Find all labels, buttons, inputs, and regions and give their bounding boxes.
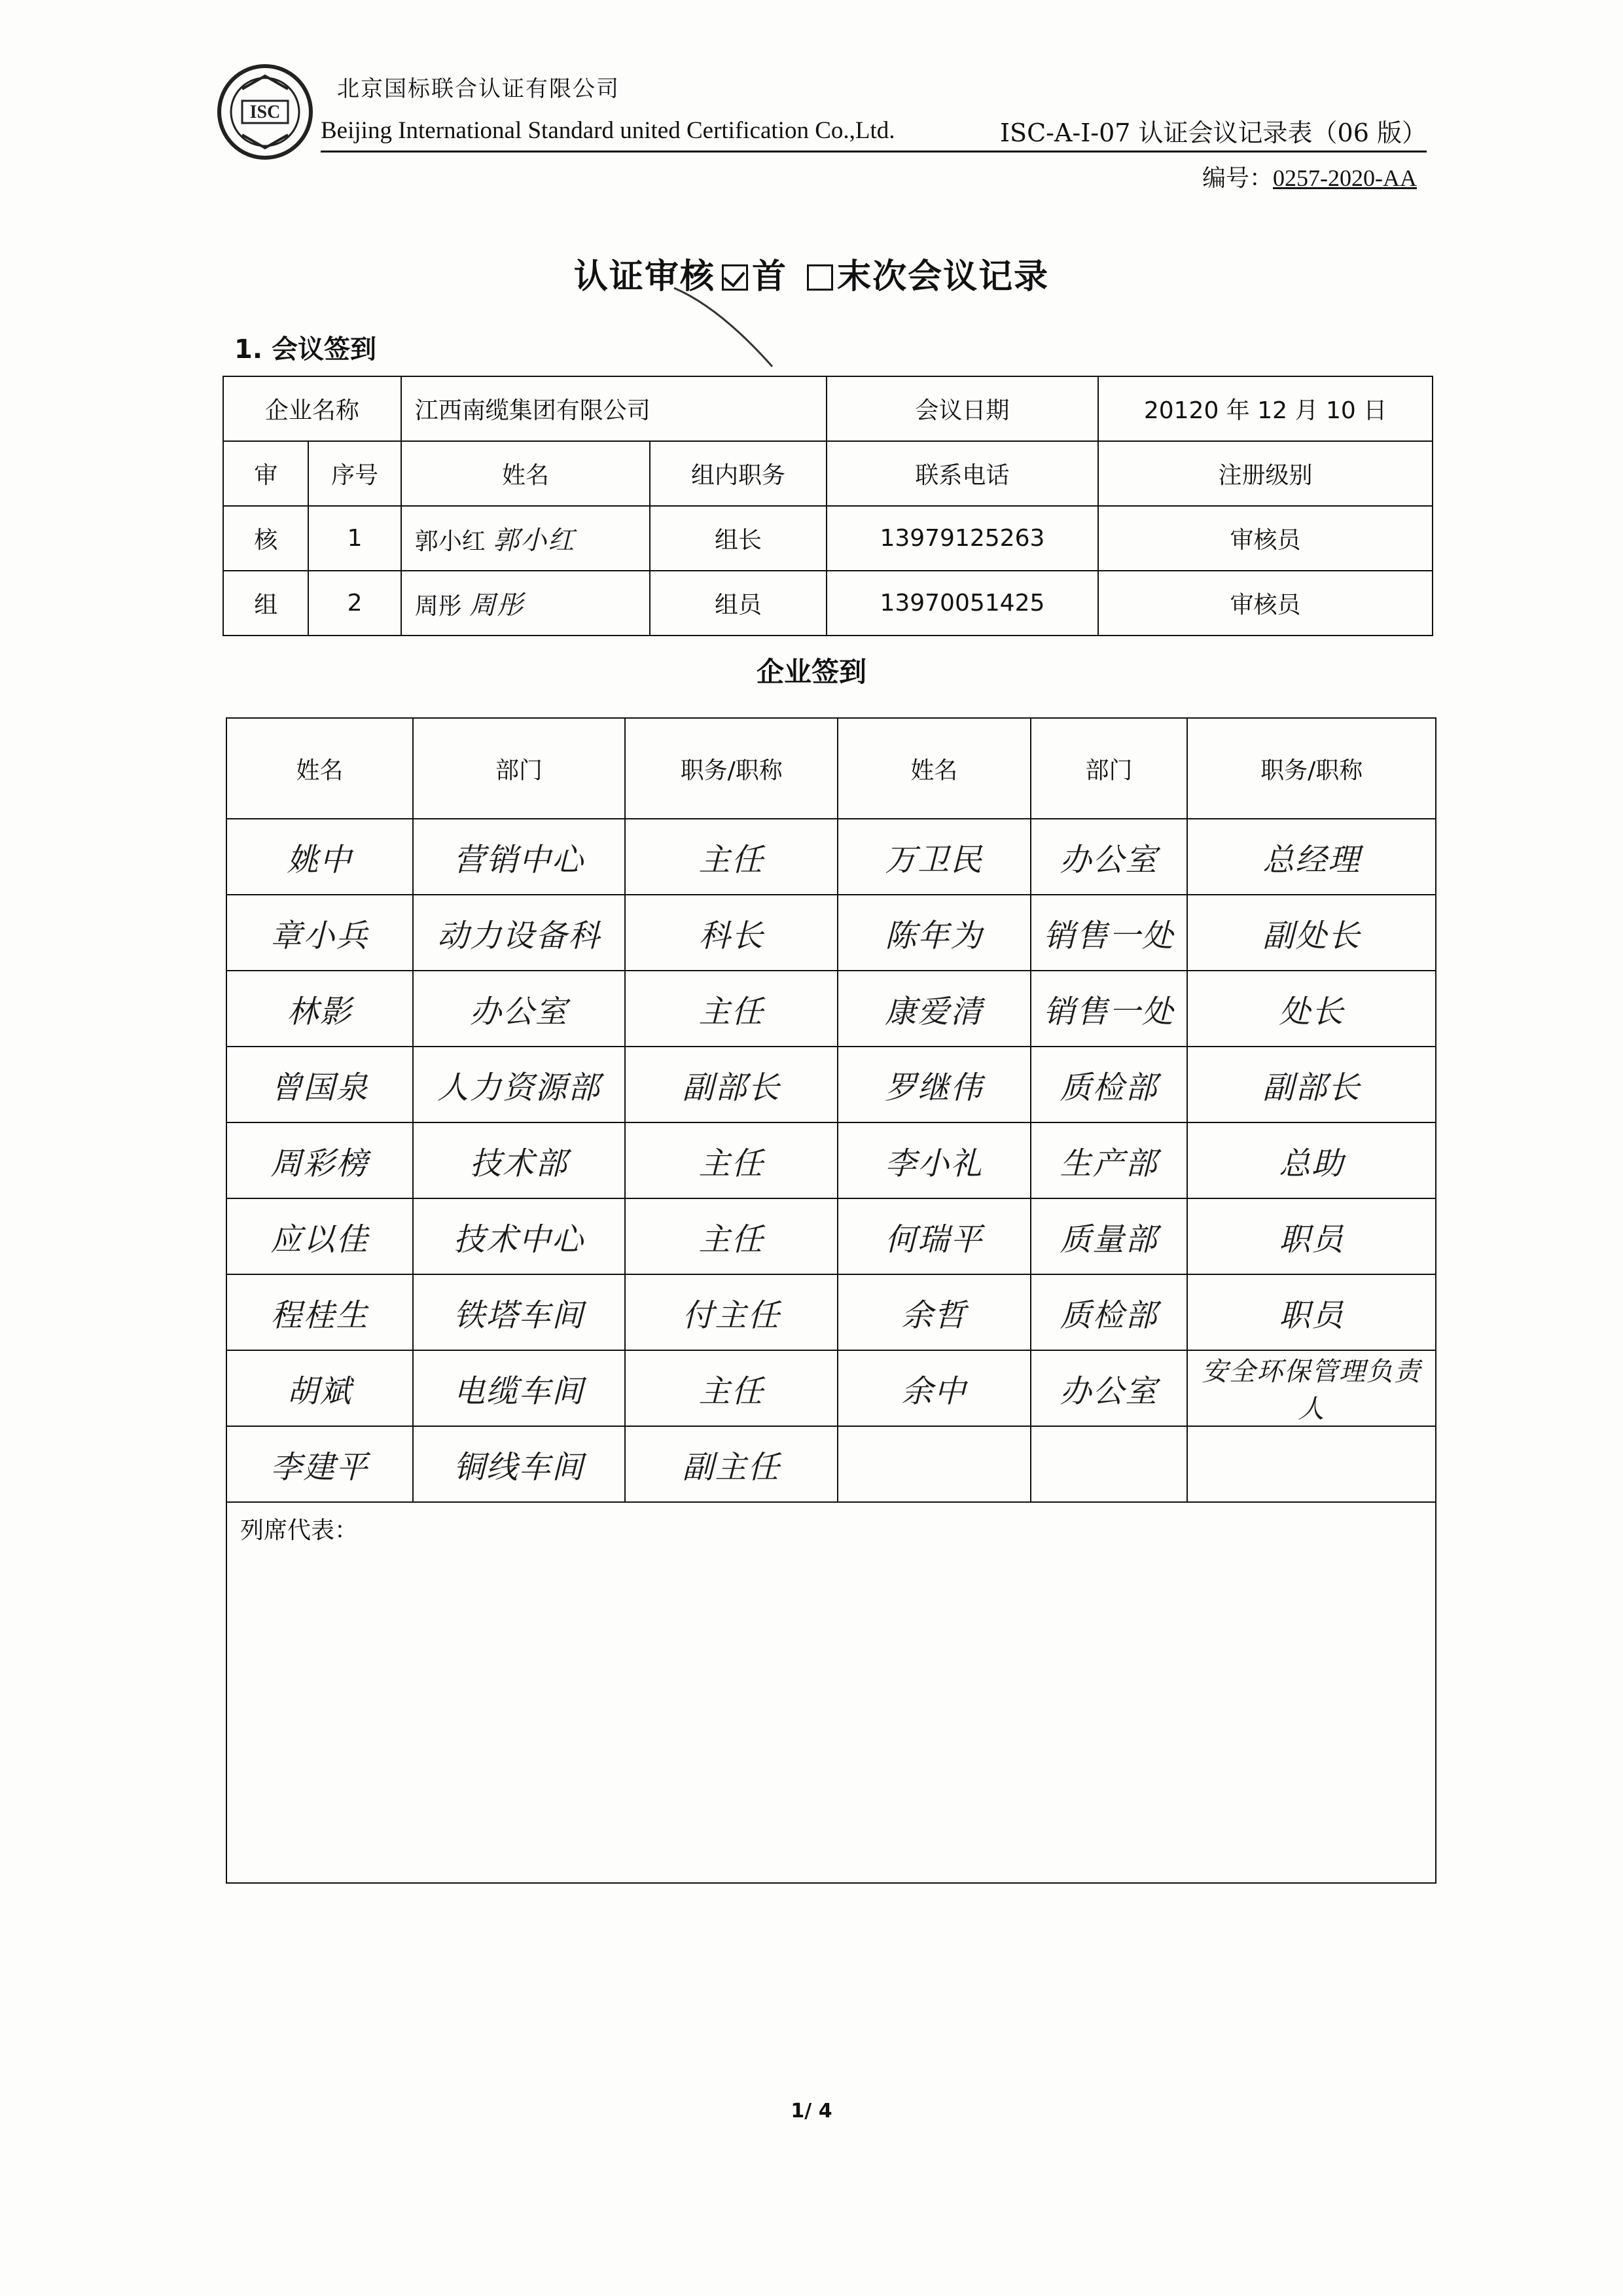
signer-department: 生产部 [1031,1122,1188,1198]
signer-name: 康爱清 [838,971,1031,1047]
header-rule [321,151,1427,152]
signer-department: 质检部 [1031,1274,1188,1350]
signer-name: 曾国泉 [226,1047,413,1122]
enterprise-sign-in-heading: 企业签到 [756,656,866,688]
section-title-sign-in: 1. 会议签到 [234,334,376,365]
header-phone: 联系电话 [827,441,1098,506]
auditor-seq: 1 [308,506,401,571]
header-title: 职务/职称 [625,718,838,819]
signer-title: 副处长 [1187,895,1436,971]
header-title: 职务/职称 [1187,718,1436,819]
signer-name: 胡斌 [226,1350,413,1426]
signer-department: 电缆车间 [413,1350,626,1426]
table-row [226,971,1436,1047]
pen-stroke-mark [661,281,792,373]
signer-department: 营销中心 [413,819,626,895]
auditor-level: 审核员 [1098,506,1433,571]
audit-team-table [223,376,1433,636]
table-row [226,1274,1436,1350]
header-department: 部门 [413,718,626,819]
attendees-row [226,1502,1436,1883]
auditor-role: 组员 [650,571,827,636]
company-seal-logo [216,63,314,161]
signer-name: 林影 [226,971,413,1047]
signer-title: 总助 [1187,1122,1436,1198]
table-row [226,819,1436,895]
signer-name: 万卫民 [838,819,1031,895]
serial-number [1202,160,1417,193]
company-label: 企业名称 [223,376,401,441]
signer-name: 周彩榜 [226,1122,413,1198]
signer-name: 何瑞平 [838,1198,1031,1274]
date-value: 20120 年 12 月 10 日 [1098,376,1433,441]
serial-value: 0257-2020-AA [1273,165,1417,191]
signer-department: 办公室 [1031,1350,1188,1426]
signer-name: 李小礼 [838,1122,1031,1198]
attendees-cell [226,1502,1436,1883]
signer-title: 付主任 [625,1274,838,1350]
auditor-printed-name: 周彤 [414,593,462,620]
table-row [226,895,1436,971]
group-label-char: 核 [223,506,308,571]
signer-title: 主任 [625,1198,838,1274]
signer-title: 主任 [625,819,838,895]
signer-title: 总经理 [1187,819,1436,895]
signer-department: 销售一处 [1031,895,1188,971]
serial-label: 编号： [1202,165,1274,192]
auditor-name [401,571,650,636]
auditor-seq: 2 [308,571,401,636]
signer-name: 李建平 [226,1426,413,1502]
company-name-cn: 北京国标联合认证有限公司 [337,76,620,102]
group-label-char: 审 [223,441,308,506]
signer-department: 技术中心 [413,1198,626,1274]
table-row [226,1122,1436,1198]
auditor-signature: 周彤 [469,590,525,620]
signer-name: 应以佳 [226,1198,413,1274]
table-row [226,1198,1436,1274]
table-row [226,1350,1436,1426]
table-row [226,1426,1436,1502]
signer-department: 动力设备科 [413,895,626,971]
signer-department: 质量部 [1031,1198,1188,1274]
signer-name: 姚中 [226,819,413,895]
signer-title [1187,1426,1436,1502]
header-role: 组内职务 [650,441,827,506]
sign-header-row [226,718,1436,819]
signer-department: 销售一处 [1031,971,1188,1047]
auditor-level: 审核员 [1098,571,1433,636]
company-value: 江西南缆集团有限公司 [401,376,827,441]
auditor-phone: 13979125263 [827,506,1098,571]
signer-title: 职员 [1187,1274,1436,1350]
auditor-printed-name: 郭小红 [414,528,486,555]
document-title [0,249,1623,298]
signer-department: 人力资源部 [413,1047,626,1122]
page-number: 1/ 4 [791,2100,832,2123]
signer-name: 程桂生 [226,1274,413,1350]
signer-department: 铁塔车间 [413,1274,626,1350]
header-seq: 序号 [308,441,401,506]
table-row [223,506,1433,571]
signer-department: 办公室 [413,971,626,1047]
signer-department: 质检部 [1031,1047,1188,1122]
signer-name: 罗继伟 [838,1047,1031,1122]
signer-name: 余哲 [838,1274,1031,1350]
attendees-label: 列席代表： [240,1517,359,1544]
table-row [223,571,1433,636]
auditor-signature: 郭小红 [493,526,576,556]
header-name: 姓名 [838,718,1031,819]
signer-name: 章小兵 [226,895,413,971]
company-name-en: Beijing International Standard united Certification Co.,Ltd. [321,117,895,144]
table-row [226,1047,1436,1122]
auditor-phone: 13970051425 [827,571,1098,636]
signer-title: 安全环保管理负责人 [1187,1350,1436,1426]
signer-title: 主任 [625,971,838,1047]
signer-department: 铜线车间 [413,1426,626,1502]
signer-title: 科长 [625,895,838,971]
title-option-first: 首 [751,257,787,296]
date-label: 会议日期 [827,376,1098,441]
header-name: 姓名 [226,718,413,819]
form-code: ISC-A-I-07 认证会议记录表（06 版） [1000,118,1427,147]
signer-name: 陈年为 [838,895,1031,971]
signer-department: 办公室 [1031,819,1188,895]
header-name: 姓名 [401,441,650,506]
header-department: 部门 [1031,718,1188,819]
signer-title: 主任 [625,1122,838,1198]
enterprise-sign-in-table [226,717,1436,1884]
header-level: 注册级别 [1098,441,1433,506]
signer-title: 主任 [625,1350,838,1426]
auditor-role: 组长 [650,506,827,571]
signer-name [838,1426,1031,1502]
svg-text:ISC: ISC [249,102,281,122]
signer-name: 余中 [838,1350,1031,1426]
title-option-last: 末次会议记录 [837,257,1050,296]
signer-title: 处长 [1187,971,1436,1047]
signer-title: 副部长 [1187,1047,1436,1122]
group-label-char: 组 [223,571,308,636]
audit-header-row [223,441,1433,506]
signer-department: 技术部 [413,1122,626,1198]
signer-title: 职员 [1187,1198,1436,1274]
company-row [223,376,1433,441]
last-meeting-checkbox[interactable] [807,264,833,291]
auditor-name [401,506,650,571]
signer-title: 副部长 [625,1047,838,1122]
title-prefix: 认证审核 [573,257,715,296]
signer-title: 副主任 [625,1426,838,1502]
signer-department [1031,1426,1188,1502]
